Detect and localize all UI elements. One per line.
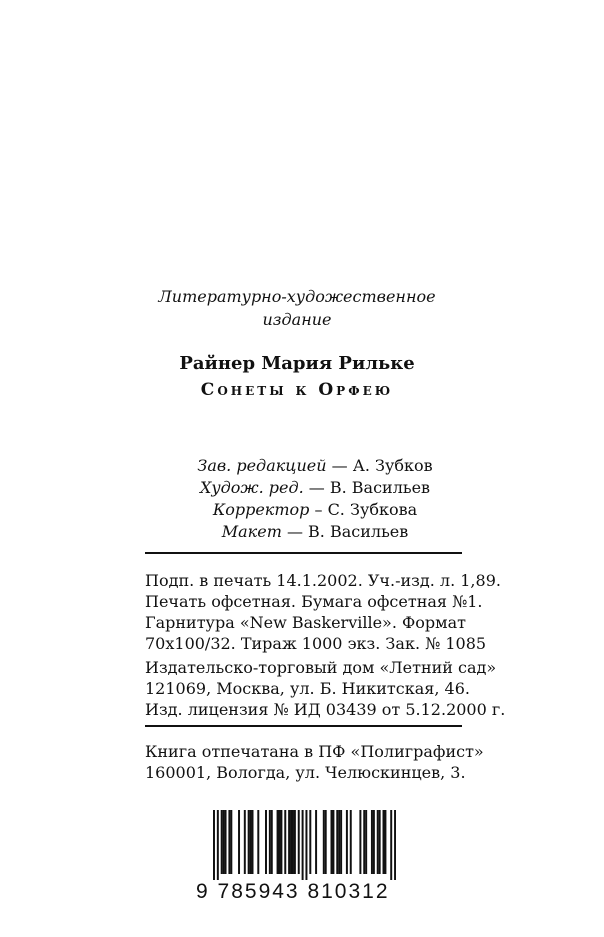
printer-line: 160001, Вологда, ул. Челюскинцев, 3. (145, 763, 466, 782)
credit-role: Макет (221, 522, 282, 541)
print-info-line: Гарнитура «New Baskerville». Формат (145, 613, 467, 632)
barcode-bar (309, 810, 311, 874)
barcode-bar (221, 810, 223, 874)
credit-editor (0, 456, 604, 475)
barcode-bar (294, 810, 296, 874)
barcode-bar (277, 810, 279, 874)
barcode-bar (278, 810, 280, 874)
barcode-bar (377, 810, 379, 874)
barcode-right-group: 810312 (307, 880, 390, 903)
barcode-bar (340, 810, 342, 874)
publisher-line: 121069, Москва, ул. Б. Никитская, 46. (145, 679, 470, 698)
barcode-bar (290, 810, 292, 874)
barcode-bar (365, 810, 367, 874)
credit-person: – С. Зубкова (309, 500, 418, 519)
credit-person: — В. Васильев (281, 522, 409, 541)
barcode-bar (244, 810, 246, 874)
separator-rule-bottom (145, 725, 462, 727)
credit-person: — А. Зубков (326, 456, 433, 475)
credit-proofreader (0, 500, 604, 519)
barcode-bar (384, 810, 386, 874)
print-info-block (145, 570, 501, 654)
credit-role: Худож. ред. (199, 478, 304, 497)
barcode-bar (269, 810, 271, 874)
print-info-line: Печать офсетная. Бумага офсетная №1. (145, 592, 483, 611)
barcode-bar (323, 810, 325, 874)
barcode-bar (325, 810, 327, 874)
barcode-bar (373, 810, 375, 874)
barcode-bar (390, 810, 392, 880)
barcode-bar (271, 810, 273, 874)
publisher-block (145, 657, 506, 720)
barcode-bar (223, 810, 225, 874)
barcode-bar (383, 810, 385, 874)
barcode-bar (346, 810, 348, 874)
credit-art-editor (0, 478, 604, 497)
publisher-line: Изд. лицензия № ИД 03439 от 5.12.2000 г. (145, 700, 506, 719)
barcode-bar (338, 810, 340, 874)
barcode-bar (394, 810, 396, 880)
printer-block (145, 741, 484, 783)
barcode-bar (213, 810, 215, 880)
barcode-bar (332, 810, 334, 874)
barcode-bar (315, 810, 317, 874)
barcode-bar (265, 810, 267, 874)
book-title: Сонеты к Орфею (200, 380, 394, 400)
separator-rule-top (145, 552, 462, 554)
isbn-barcode (213, 810, 396, 880)
barcode-bar (298, 810, 300, 874)
barcode-bar (230, 810, 232, 874)
barcode-bar (371, 810, 373, 874)
barcode-bar (292, 810, 294, 874)
barcode-bar (238, 810, 240, 874)
isbn-barcode-digits (196, 880, 406, 904)
barcode-bar (250, 810, 252, 874)
author-name: Райнер Мария Рильке (179, 353, 415, 374)
barcode-bar (248, 810, 250, 874)
barcode-bar (359, 810, 361, 874)
barcode-bar (252, 810, 254, 874)
barcode-bar (288, 810, 290, 874)
barcode-bar (217, 810, 219, 880)
credit-layout (0, 522, 604, 541)
barcode-bar (305, 810, 307, 880)
barcode-bar (363, 810, 365, 874)
credit-role: Зав. редакцией (197, 456, 327, 475)
barcode-bar (225, 810, 227, 874)
barcode-bar (257, 810, 259, 874)
barcode-left-group: 785943 (217, 880, 300, 903)
barcode-bar (284, 810, 286, 874)
barcode-bar (379, 810, 381, 874)
print-info-line: Подп. в печать 14.1.2002. Уч.-изд. л. 1,89. (145, 571, 501, 590)
print-info-line: 70х100/32. Тираж 1000 экз. Зак. № 1085 (145, 634, 487, 653)
barcode-first-digit: 9 (196, 880, 210, 903)
printer-line: Книга отпечатана в ПФ «Полиграфист» (145, 742, 484, 761)
genre-line-1: Литературно-художественное (158, 287, 436, 306)
barcode-bar (280, 810, 282, 874)
genre-line-2: издание (262, 310, 332, 329)
barcode-bar (302, 810, 304, 880)
barcode-bar (350, 810, 352, 874)
barcode-bar (331, 810, 333, 874)
credit-role: Корректор (212, 500, 310, 519)
publisher-line: Издательско-торговый дом «Летний сад» (145, 658, 497, 677)
barcode-bar (336, 810, 338, 874)
barcode-bar (228, 810, 230, 874)
credit-person: — В. Васильев (303, 478, 431, 497)
